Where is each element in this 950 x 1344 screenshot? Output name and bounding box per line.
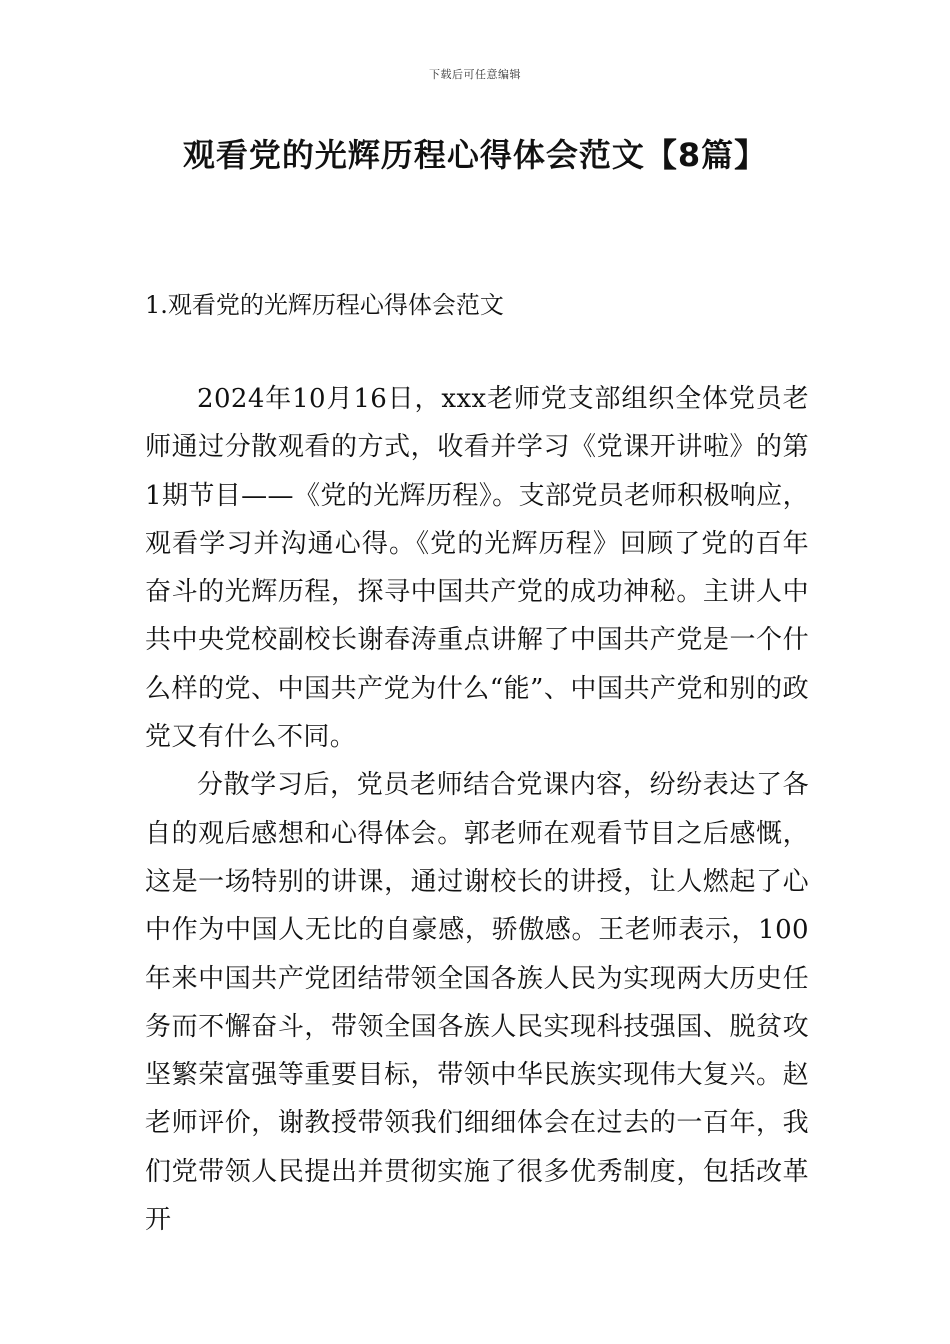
document-title: 观看党的光辉历程心得体会范文【8篇】 [182, 136, 768, 174]
paragraph-1: 2024年10月16日，xxx老师党支部组织全体党员老师通过分散观看的方式，收看并学习《党课开讲啦》的第1期节目——《党的光辉历程》。支部党员老师积极响应，观看学习并沟通心得。《党的光辉历程》回顾了党的百年奋斗的光辉历程，探寻中国共产党的成功神秘。主讲人中共中央党校副校长谢春涛重点讲解了中国共产党是一个什么样的党、中国共产党为什么“能”、中国共产党和别的政党又有什么不同。 [145, 384, 809, 753]
paragraph-2: 分散学习后，党员老师结合党课内容，纷纷表达了各自的观后感想和心得体会。郭老师在观看节目之后感慨，这是一场特别的讲课，通过谢校长的讲授，让人燃起了心中作为中国人无比的自豪感，骄傲感。王老师表示，100年来中国共产党团结带领全国各族人民为实现两大历史任务而不懈奋斗，带领全国各族人民实现科技强国、脱贫攻坚繁荣富强等重要目标，带领中华民族实现伟大复兴。赵老师评价，谢教授带领我们细细体会在过去的一百年，我们党带领人民提出并贯彻实施了很多优秀制度，包括改革开 [145, 770, 809, 1236]
section-heading: 1.观看党的光辉历程心得体会范文 [145, 291, 504, 319]
body-text [145, 375, 809, 1244]
header-note: 下载后可任意编辑 [429, 68, 521, 81]
